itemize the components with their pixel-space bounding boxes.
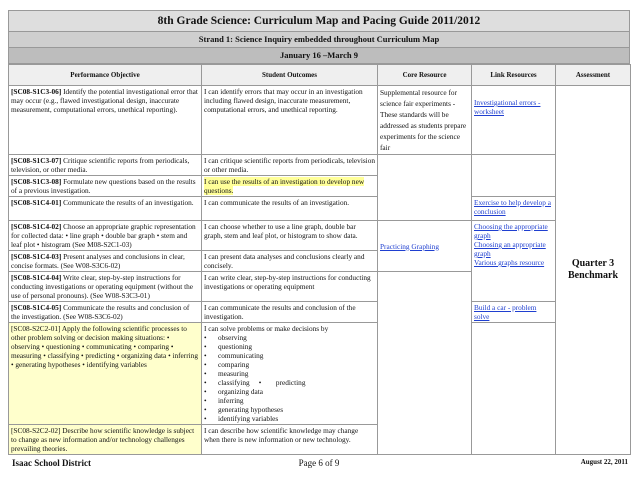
objective-text: Present analyses and conclusions in clear, concise formats. (See W08-S3C6-02) (11, 252, 185, 270)
col-core-resource: Core Resource (378, 65, 472, 86)
quarter-benchmark: Quarter 3 Benchmark (568, 258, 618, 281)
table-row (9, 221, 631, 251)
core-resource-cell (378, 302, 472, 323)
link-investigational-errors[interactable]: Investigational errors - worksheet (474, 98, 541, 116)
core-resource-cell (378, 323, 472, 425)
core-resource-cell (378, 425, 472, 455)
list-item: • measuring (204, 369, 375, 378)
performance-objective: [SC08-S2C2-02] Describe how scientific knowledge is subject to change as new information and/or technology challenges prevailing theories. (9, 425, 202, 455)
link-choosing-appropriate-graph[interactable]: Choosing the appropriate graph (474, 222, 548, 240)
student-outcome (202, 323, 378, 425)
student-outcome: I can communicate the results and conclusion of the investigation. (202, 302, 378, 323)
col-student-outcomes: Student Outcomes (202, 65, 378, 86)
performance-objective: [SC08-S2C2-01] Apply the following scientific processes to other problem solving or decision making situations: • observing • questioning • communicating • comparing • measuring • classifying • predicting • organizing data • inferring • generating hypotheses • identifying variables (9, 323, 202, 425)
link-resource-cell (472, 176, 556, 197)
core-resource-cell (378, 272, 472, 302)
objective-code: [SC08-S1C3-07] (11, 156, 62, 165)
page-title: 8th Grade Science: Curriculum Map and Pacing Guide 2011/2012 (8, 10, 630, 32)
process-list (204, 333, 375, 423)
objective-text: Identify the potential investigational error that may occur (e.g., flawed investigational design, inaccurate measurement, computational errors, unethical reporting). (11, 87, 198, 114)
core-resource-supplemental: Supplemental resource for science fair experiments - These standards will be addressed as students prepare experiments for the science fair (378, 86, 472, 155)
objective-text: Choose an appropriate graphic representation for collected data: • line graph • double bar graph • stem and leaf plot • histogram (See M08-S2C1-03) (11, 222, 196, 249)
objective-code: [SC08-S1C3-08] (11, 177, 62, 186)
list-item: • classifying • predicting (204, 378, 375, 387)
objective-code: [SC08-S1C4-01] (11, 198, 62, 207)
list-item: • comparing (204, 360, 375, 369)
list-item: • communicating (204, 351, 375, 360)
date-range-banner: January 16 –March 9 (8, 48, 630, 64)
footer-date: August 22, 2011 (580, 458, 628, 466)
link-choosing-an-appropriate-graph[interactable]: Choosing an appropriate graph (474, 240, 546, 258)
list-item: • observing (204, 333, 375, 342)
table-row (9, 155, 631, 176)
objective-code: [SC08-S1C3-06] (11, 87, 62, 96)
performance-objective (9, 251, 202, 272)
core-resource-cell (378, 197, 472, 221)
performance-objective (9, 221, 202, 251)
objective-text: Formulate new questions based on the results of a previous investigation. (11, 177, 196, 195)
table-header-row (9, 65, 631, 86)
performance-objective (9, 272, 202, 302)
list-item: • inferring (204, 396, 375, 405)
col-assessment: Assessment (556, 65, 631, 86)
list-item: • generating hypotheses (204, 405, 375, 414)
student-outcome: I can communicate the results of an investigation. (202, 197, 378, 221)
core-resource-cell (378, 176, 472, 197)
link-various-graphs[interactable]: Various graphs resource (474, 258, 545, 267)
objective-code: [SC08-S1C4-05] (11, 303, 62, 312)
performance-objective (9, 176, 202, 197)
table-row (9, 302, 631, 323)
objective-text: Communicate the results and conclusion of the investigation. (See W08-S3C6-02) (11, 303, 190, 321)
list-item: • identifying variables (204, 414, 375, 423)
core-resource-cell (378, 155, 472, 176)
objective-code: [SC08-S1C4-04] (11, 273, 62, 282)
assessment-cell (556, 86, 631, 455)
student-outcome (202, 176, 378, 197)
link-resource-cell (472, 425, 556, 455)
list-item: • questioning (204, 342, 375, 351)
link-practicing-graphing[interactable]: Practicing Graphing (380, 241, 439, 251)
performance-objective (9, 86, 202, 155)
student-outcome: I can identify errors that may occur in an investigation including flawed design, inaccurate measurement, computational errors, and unethical reporting. (202, 86, 378, 155)
col-link-resources: Link Resources (472, 65, 556, 86)
table-row (9, 86, 631, 155)
core-resource-cell (378, 221, 472, 272)
link-resource-cell (472, 155, 556, 176)
strand-banner: Strand 1: Science Inquiry embedded throughout Curriculum Map (8, 32, 630, 48)
curriculum-table (8, 64, 631, 455)
link-resource-cell (472, 323, 556, 425)
table-row (9, 176, 631, 197)
student-outcome: I can critique scientific reports from periodicals, television or other media. (202, 155, 378, 176)
performance-objective (9, 302, 202, 323)
list-item: • organizing data (204, 387, 375, 396)
link-build-a-car[interactable]: Build a car - problem solve (474, 303, 537, 321)
objective-text: Write clear, step-by-step instructions for conducting investigations or operating equipment (without the use of personal pronouns). (See W08-S3C3-01) (11, 273, 193, 300)
student-outcome: I can choose whether to use a line graph, double bar graph, stem and leaf plot, or histogram to show data. (202, 221, 378, 251)
table-row (9, 197, 631, 221)
link-resource-cell (472, 221, 556, 302)
student-outcome: I can write clear, step-by-step instructions for conducting investigations or operating equipment (202, 272, 378, 302)
link-exercise-conclusion[interactable]: Exercise to help develop a conclusion (474, 198, 551, 216)
performance-objective (9, 155, 202, 176)
highlighted-outcome: I can use the results of an investigation to develop new questions. (204, 177, 365, 195)
student-outcome: I can describe how scientific knowledge may change when there is new information or new technology. (202, 425, 378, 455)
page-number: Page 6 of 9 (298, 458, 340, 468)
table-row (9, 323, 631, 425)
link-resource-cell (472, 197, 556, 221)
objective-text: Critique scientific reports from periodicals, television, or other media. (11, 156, 190, 174)
student-outcome: I can present data analyses and conclusions clearly and concisely. (202, 251, 378, 272)
outcome-intro: I can solve problems or make decisions by (204, 324, 329, 333)
table-row (9, 425, 631, 455)
district-name: Isaac School District (12, 458, 91, 468)
col-performance-objective: Performance Objective (9, 65, 202, 86)
link-resource-cell (472, 86, 556, 155)
objective-code: [SC08-S1C4-03] (11, 252, 62, 261)
objective-text: Communicate the results of an investigation. (63, 198, 194, 207)
link-resource-cell (472, 302, 556, 323)
performance-objective (9, 197, 202, 221)
objective-code: [SC08-S1C4-02] (11, 222, 62, 231)
page-footer (8, 458, 630, 474)
